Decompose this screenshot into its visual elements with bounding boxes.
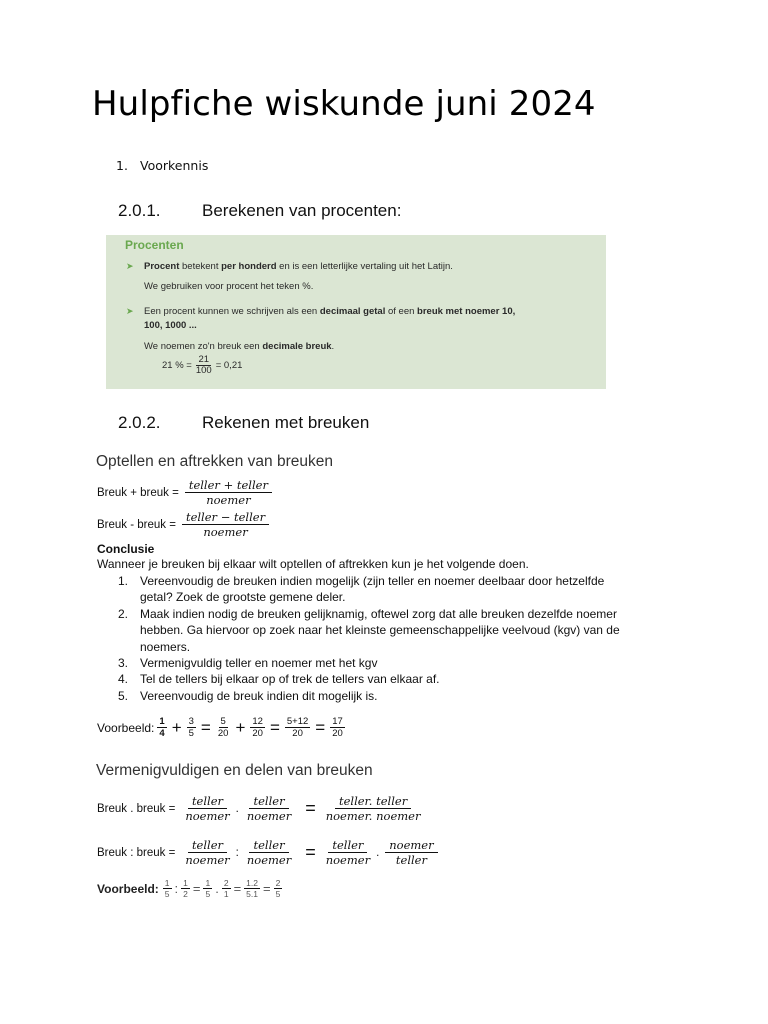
section-number: 2.0.2. (118, 413, 161, 432)
fraction-numerator: 21 (198, 354, 210, 365)
step-number: 4. (118, 672, 129, 687)
step-number: 5. (118, 688, 129, 703)
bullet-arrow-icon: ➤ (126, 306, 134, 316)
fraction-numerator: teller (249, 838, 288, 853)
example-fraction (244, 878, 260, 899)
list-item (118, 671, 638, 687)
fraction-denominator: noemer (206, 493, 251, 508)
fraction-numerator: teller (249, 794, 288, 809)
conclusion-intro: Wanneer je breuken bij elkaar wilt optellen of aftrekken kun je het volgende doen. (97, 557, 529, 571)
operator: + (235, 717, 246, 737)
formula-fraction (181, 838, 233, 868)
example-fraction (163, 878, 172, 899)
list-item (118, 688, 638, 704)
bullet-bold-term: per honderd (221, 261, 277, 272)
operator: = (262, 881, 271, 897)
fraction-denominator: 100 (195, 364, 212, 376)
fraction-denominator: teller (395, 853, 427, 868)
operator: : (235, 846, 239, 859)
fraction-denominator: noemer (246, 853, 292, 868)
subheading-optellen: Optellen en aftrekken van breuken (96, 453, 333, 470)
fraction-denominator: 5.1 (246, 889, 258, 900)
bullet-text: Een procent kunnen we schrijven als een (144, 306, 320, 317)
example-text: = 0,21 (215, 359, 243, 371)
bullet-text: betekent (179, 261, 222, 272)
list-item (118, 655, 638, 671)
bullet-bold-term: decimale breuk (262, 341, 332, 352)
step-text: Vermenigvuldig teller en noemer met het kgv (140, 656, 378, 671)
section-title: Berekenen van procenten: (202, 201, 402, 220)
fraction-denominator: noemer (185, 853, 230, 868)
formula-delen (97, 838, 438, 868)
fraction-denominator: 5 (205, 889, 211, 900)
procent-info-box (106, 235, 606, 389)
fraction-numerator: teller − teller (182, 510, 269, 525)
page-title: Hulpfiche wiskunde juni 2024 (92, 84, 596, 124)
fraction-numerator: noemer (385, 838, 437, 853)
fraction-numerator: 5 (220, 716, 226, 727)
fraction-numerator: teller (328, 838, 367, 853)
fraction-denominator: noemer (203, 525, 248, 540)
fraction-denominator: 2 (183, 889, 188, 900)
fraction-denominator: 20 (252, 728, 263, 740)
fraction-denominator: noemer. noemer (325, 809, 421, 824)
example-fraction (216, 716, 231, 740)
fraction-numerator: 3 (188, 716, 194, 727)
example-fraction (285, 716, 310, 740)
example-label: Voorbeeld: (97, 720, 155, 735)
step-text: Tel de tellers bij elkaar op of trek de tellers van elkaar af. (140, 672, 440, 687)
fraction-denominator: 5 (188, 728, 194, 740)
operator: = (233, 881, 242, 897)
formula-aftrekken (97, 510, 269, 540)
example-optellen (97, 716, 345, 740)
bullet-text: of een (385, 306, 418, 317)
operator: = (200, 717, 211, 737)
operator: + (171, 717, 182, 737)
example-fraction (194, 355, 214, 376)
fraction-numerator: 1 (183, 878, 188, 888)
section-title: Rekenen met breuken (202, 413, 370, 432)
box-text-line (144, 341, 334, 352)
list-item (118, 573, 638, 606)
operator: . (235, 802, 239, 815)
example-fraction (222, 878, 231, 899)
example-fraction (330, 716, 345, 740)
section-number: 2.0.1. (118, 201, 161, 220)
fraction-denominator: noemer (325, 853, 371, 868)
formula-fraction (385, 838, 437, 868)
operator: = (315, 717, 326, 737)
formula-fraction (181, 794, 233, 824)
formula-fraction (185, 478, 272, 508)
operator: = (305, 842, 316, 863)
fraction-denominator: 5 (164, 889, 170, 900)
subheading-vermenigvuldigen: Vermenigvuldigen en delen van breuken (96, 762, 373, 779)
example-fraction (274, 878, 283, 899)
list-item-voorkennis (116, 158, 208, 173)
fraction-denominator: 1 (223, 889, 229, 900)
procent-example (162, 355, 242, 376)
fraction-numerator: 1 (159, 716, 165, 727)
step-number: 2. (118, 606, 129, 621)
box-text-line (144, 320, 197, 331)
list-label: Voorkennis (140, 158, 209, 173)
example-fraction (250, 716, 265, 740)
section-heading-procenten (118, 201, 401, 221)
operator: : (174, 881, 179, 897)
bullet-bold-term: 100, 1000 ... (144, 320, 197, 331)
fraction-numerator: 2 (275, 878, 281, 888)
formula-label: Breuk - breuk = (97, 518, 176, 531)
fraction-numerator: teller. teller (335, 794, 411, 809)
formula-fraction (322, 838, 374, 868)
formula-label: Breuk : breuk = (97, 846, 176, 859)
fraction-denominator: noemer (185, 809, 230, 824)
fraction-numerator: 12 (252, 716, 263, 727)
bullet-bold-term: Procent (144, 261, 180, 272)
example-fraction (181, 878, 190, 899)
bullet-text: en is een letterlijke vertaling uit het Latijn. (276, 261, 453, 272)
fraction-numerator: teller (188, 838, 227, 853)
step-number: 3. (118, 656, 129, 671)
operator: = (192, 881, 201, 897)
bullet-arrow-icon: ➤ (126, 261, 134, 271)
fraction-numerator: teller + teller (185, 478, 272, 493)
step-text: Maak indien nodig de breuken gelijknamig, oftewel zorg dat alle breuken dezelfde noemer hebben. Ga hiervoor op zoek naar het kleinste gemeenschappelijke veelvoud (kgv) van de noemers. (140, 606, 620, 654)
box-text-line: We gebruiken voor procent het teken %. (144, 281, 314, 292)
example-fraction (203, 878, 212, 899)
step-text: Vereenvoudig de breuk indien dit mogelijk is. (140, 688, 378, 703)
list-item (118, 606, 638, 655)
formula-fraction (322, 794, 425, 824)
bullet-procent (126, 261, 453, 272)
bullet-decimaal (126, 306, 515, 317)
bullet-text: We noemen zo'n breuk een (144, 341, 263, 352)
fraction-denominator: 20 (292, 728, 303, 740)
formula-vermenigvuldigen (97, 794, 424, 824)
steps-list (118, 573, 638, 704)
operator: = (269, 717, 280, 737)
example-text: 21 % = (162, 359, 192, 371)
fraction-numerator: 5+12 (286, 716, 309, 727)
example-fraction (157, 716, 166, 740)
fraction-denominator: 20 (332, 728, 343, 740)
example-label: Voorbeeld: (97, 881, 159, 896)
bullet-bold-term: breuk met noemer 10, (417, 306, 516, 317)
box-heading: Procenten (125, 238, 184, 252)
conclusion-heading: Conclusie (97, 542, 155, 556)
fraction-denominator: 20 (217, 728, 229, 740)
fraction-numerator: 2 (223, 878, 229, 888)
formula-label: Breuk + breuk = (97, 486, 179, 499)
operator: = (305, 798, 316, 819)
fraction-numerator: 1 (205, 878, 211, 888)
section-heading-breuken (118, 413, 369, 433)
formula-label: Breuk . breuk = (97, 802, 176, 815)
fraction-numerator: 17 (332, 716, 343, 727)
list-number: 1. (116, 158, 128, 173)
formula-fraction (182, 510, 269, 540)
example-fraction (187, 716, 196, 740)
formula-fraction (243, 838, 295, 868)
fraction-denominator: 4 (159, 728, 165, 740)
fraction-denominator: 5 (275, 889, 281, 900)
fraction-numerator: 1.2 (246, 878, 258, 888)
step-text: Vereenvoudig de breuken indien mogelijk (zijn teller en noemer deelbaar door hetzelfde getal? Zoek de grootste gemene deler. (140, 574, 605, 605)
operator: . (376, 846, 380, 859)
step-number: 1. (118, 574, 129, 588)
fraction-numerator: teller (188, 794, 227, 809)
bullet-bold-term: decimaal getal (319, 306, 386, 317)
fraction-numerator: 1 (164, 878, 170, 888)
example-vermenigvuldigen (97, 878, 282, 899)
bullet-text: . (331, 341, 335, 352)
fraction-denominator: noemer (246, 809, 292, 824)
formula-fraction (243, 794, 295, 824)
operator: . (215, 881, 219, 897)
formula-optellen (97, 478, 272, 508)
